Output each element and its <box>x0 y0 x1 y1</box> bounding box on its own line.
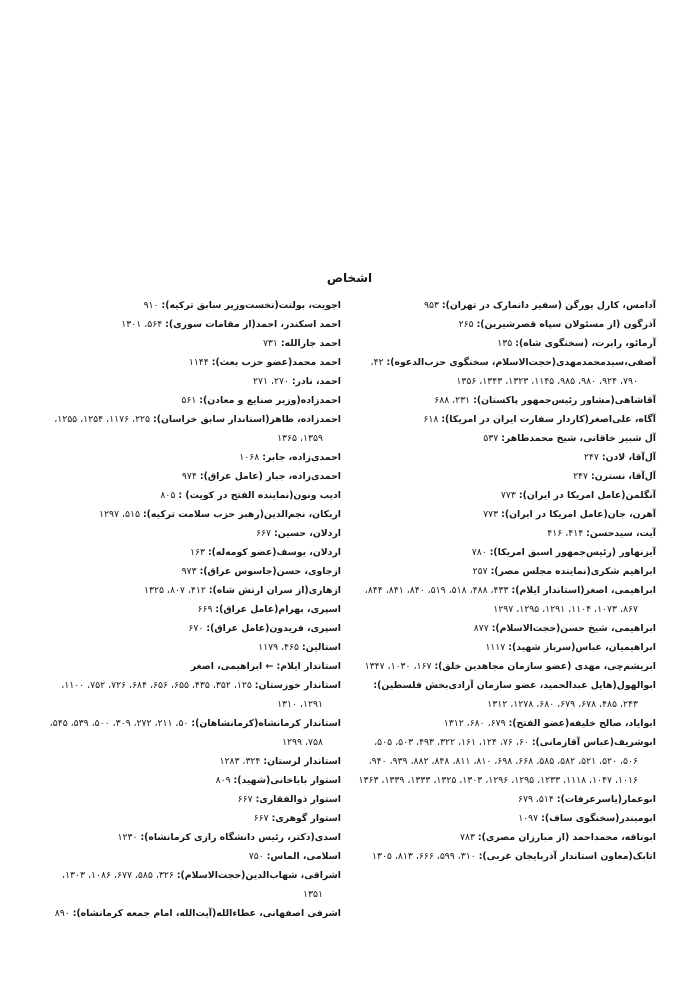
index-entry <box>40 866 341 904</box>
entry-name: ابراهیمیان، عباس(سرباز شهید): <box>508 642 656 653</box>
index-entry <box>40 410 341 448</box>
entry-name: ابوشریف(عباس آقازمانی): <box>531 737 656 748</box>
index-entry <box>355 847 656 866</box>
entry-name: ابوایاد، صالح خلیفه(عضو الفتح): <box>508 718 656 729</box>
index-entry <box>40 600 341 619</box>
entry-pages: ۲۴۳، ۴۸۵، ۶۷۸، ۶۷۹، ۶۸۰، ۱۲۷۸، ۱۳۱۲ <box>487 699 638 710</box>
index-entry <box>355 467 656 486</box>
index-entry <box>355 562 656 581</box>
index-entry <box>40 334 341 353</box>
entry-pages: ۷۸۳ <box>459 832 475 843</box>
entry-name: آرمائو، رابرت، (سخنگوی شاه): <box>515 338 656 349</box>
entry-name: استوار ذوالفقاری: <box>255 794 341 805</box>
index-entry <box>355 733 656 790</box>
index-entry <box>355 524 656 543</box>
index-entry <box>40 676 341 714</box>
entry-name: احمدزاده(وزیر صنایع و معادن): <box>199 395 341 406</box>
index-entry <box>355 334 656 353</box>
entry-pages: ۸۰۵ <box>160 490 176 501</box>
entry-name: ازهاری(از سران ارتش شاه): <box>208 585 341 596</box>
entry-name: ابریشم‌چی، مهدی (عضو سازمان مجاهدین خلق): <box>434 661 656 672</box>
entry-pages: ۶۶۹ <box>197 604 213 615</box>
index-entry <box>355 410 656 429</box>
entry-pages: ۶۶۷ <box>256 528 272 539</box>
index-entry <box>40 372 341 391</box>
entry-name: استالین: <box>302 642 341 653</box>
entry-name: اسلامی، الماس: <box>266 851 341 862</box>
entry-pages: ۶۶۷ <box>237 794 253 805</box>
entry-name: اسپری، فریدون(عامل عراق): <box>206 623 341 634</box>
entry-name: اردلان، حسین: <box>274 528 341 539</box>
entry-pages: ۲۵۷ <box>472 566 488 577</box>
index-entry <box>40 467 341 486</box>
entry-name: ابوعمار(یاسرعرفات): <box>556 794 656 805</box>
index-entry <box>355 543 656 562</box>
index-entry <box>355 828 656 847</box>
entry-pages: ۴۶۵، ۱۱۷۹ <box>258 642 300 653</box>
entry-pages: ۳۲۶، ۵۸۵، ۶۷۷، ۱۰۸۶، ۱۳۰۳، ۱۳۵۱ <box>62 870 323 900</box>
entry-pages: ۱۳۵ <box>497 338 513 349</box>
index-entry <box>355 296 656 315</box>
index-entry <box>355 676 656 714</box>
entry-name: آدامس، کارل یورگن (سفیر دانمارک در تهران): <box>441 300 656 311</box>
index-entry <box>40 505 341 524</box>
index-entry <box>40 581 341 600</box>
index-entry <box>40 657 341 676</box>
index-entry <box>355 429 656 448</box>
entry-pages: ۹۱۰ <box>143 300 159 311</box>
index-entry <box>40 315 341 334</box>
entry-pages: ۵۱۴، ۶۷۹ <box>517 794 554 805</box>
entry-name: آیزنهاور (رئیس‌جمهور اسبق امریکا): <box>489 547 656 558</box>
index-entry <box>40 391 341 410</box>
entry-name: احمدزاده، طاهر(استاندار سابق خراسان): <box>153 414 341 425</box>
entry-name: ادیب ونون(نماینده الفتح در کویت) : <box>178 490 341 501</box>
index-entry <box>40 790 341 809</box>
index-entry <box>355 315 656 334</box>
entry-pages: ۴۱۴، ۴۱۶ <box>547 528 584 539</box>
index-entry <box>40 448 341 467</box>
entry-pages: ۶۷۹، ۶۸۰، ۱۳۱۲ <box>443 718 506 729</box>
entry-name: احمد اسکندر، احمد(از مقامات سوری): <box>165 319 341 330</box>
index-entry <box>40 904 341 923</box>
entry-pages: ۷۷۳ <box>483 509 499 520</box>
entry-name: ابراهیم شکری(نماینده مجلس مصر): <box>490 566 656 577</box>
entry-pages: ۳۲۴، ۱۲۸۳ <box>219 756 261 767</box>
entry-name: اسدی(دکتر، رئیس دانشگاه رازی کرمانشاه): <box>140 832 341 843</box>
index-entry <box>40 847 341 866</box>
entry-pages: ۵۱۵، ۱۲۹۷ <box>99 509 140 520</box>
entry-pages: ۱۱۱۷ <box>485 642 506 653</box>
entry-pages: ۲۴۷ <box>583 452 599 463</box>
index-entry <box>40 486 341 505</box>
index-entry <box>40 619 341 638</box>
entry-pages: ۹۷۴ <box>181 471 197 482</box>
entry-pages: ۴۲، ۷۹۰، ۹۲۴، ۹۸۰، ۹۸۵، ۱۱۴۵، ۱۳۲۳، ۱۳۴۳، ۱۳۵۶ <box>370 357 638 387</box>
entry-name: اشرفی اصفهانی، عطاءالله(آیت‌الله، امام جمعه کرمانشاه): <box>72 908 341 919</box>
index-column-left <box>40 296 341 923</box>
entry-pages: ۴۳۳، ۴۸۸، ۵۱۸، ۵۱۹، ۸۴۰، ۸۴۱، ۸۴۴، ۸۶۷، ۱۰۷۳، ۱۱۰۴، ۱۲۹۱، ۱۲۹۵، ۱۲۹۷ <box>364 585 638 615</box>
entry-name: آذرگون (از مسئولان سپاه قصرشیرین): <box>476 319 656 330</box>
entry-pages: ۷۳۱ <box>262 338 278 349</box>
entry-pages: ۹۵۳ <box>423 300 439 311</box>
index-entry <box>355 790 656 809</box>
entry-pages: ۲۲۵، ۱۱۷۶، ۱۲۵۴، ۱۲۵۵، ۱۳۵۹، ۱۳۶۵ <box>54 414 323 444</box>
entry-name: استاندار خوزستان: <box>254 680 341 691</box>
index-entry <box>40 771 341 790</box>
index-entry <box>355 714 656 733</box>
entry-pages: ۱۰۹۷ <box>518 813 539 824</box>
index-entry <box>355 581 656 619</box>
entry-pages: ۱۰۶۸ <box>239 452 260 463</box>
entry-name: اشراقی، شهاب‌الدین(حجت‌الاسلام): <box>176 870 341 881</box>
entry-pages: ۷۸۰ <box>471 547 487 558</box>
entry-name: آیت، سیدحسن: <box>586 528 656 539</box>
entry-name: اربکان، نجم‌الدین(رهبر حزب سلامت ترکیه): <box>142 509 341 520</box>
entry-pages: ۸۹۰ <box>54 908 70 919</box>
entry-pages: ۸۰۹ <box>215 775 231 786</box>
entry-pages: ۷۷۳ <box>500 490 516 501</box>
entry-pages: ۶۶۷ <box>253 813 269 824</box>
index-entry <box>40 524 341 543</box>
index-entry <box>40 752 341 771</box>
entry-name: آگاه، علی‌اصغر(کاردار سفارت ایران در امریکا): <box>441 414 656 425</box>
index-entry <box>355 448 656 467</box>
entry-pages: ۱۱۴۴ <box>188 357 209 368</box>
entry-pages: ۹۷۳ <box>181 566 197 577</box>
entry-name: آقاشاهی(مشاور رئیس‌جمهور پاکستان): <box>473 395 656 406</box>
page-title: اشخاص <box>326 271 373 285</box>
entry-name: استاندار لرستان: <box>263 756 341 767</box>
entry-name: احمدی‌زاده، جابر: <box>262 452 341 463</box>
entry-pages: ۲۶۵ <box>458 319 474 330</box>
index-entry <box>40 714 341 752</box>
index-entry <box>355 391 656 410</box>
entry-name: احمد محمد(عضو حزب بعث): <box>211 357 341 368</box>
entry-name: اسپری، بهرام(عامل عراق): <box>215 604 341 615</box>
entry-name: استاندار کرمانشاه(کرمانشاهان): <box>191 718 341 729</box>
index-entry <box>40 353 341 372</box>
entry-name: ابوناقه، محمداحمد (از مبارزان مصری): <box>477 832 656 843</box>
index-entry <box>40 828 341 847</box>
entry-pages: ۱۶۳ <box>190 547 205 558</box>
index-entry <box>355 505 656 524</box>
entry-name: ابومیندر(سخنگوی ساف): <box>541 813 656 824</box>
entry-pages: ۲۴۷ <box>573 471 589 482</box>
entry-name: آل شبیر خاقانی، شیخ محمدطاهر: <box>501 433 656 444</box>
entry-name: اتابک(معاون استاندار آذربایجان غربی): <box>478 851 656 862</box>
entry-pages: ۱۶۷، ۱۰۳۰، ۱۳۴۷ <box>364 661 432 672</box>
entry-pages: ۱۲۵، ۳۵۲، ۴۳۵، ۶۵۵، ۶۵۶، ۶۸۴، ۷۲۶، ۷۵۲، ۱۱۰۰، ۱۲۹۱، ۱۳۱۰ <box>61 680 323 710</box>
index-entry <box>355 638 656 657</box>
index-column-right <box>355 296 656 866</box>
entry-name: آل‌آقا، نسترن: <box>591 471 656 482</box>
entry-name: احمد جارالله: <box>280 338 341 349</box>
entry-pages: ۶۷۰ <box>188 623 204 634</box>
entry-pages: ۵۶۴، ۱۳۰۱ <box>121 319 163 330</box>
index-entry <box>355 486 656 505</box>
entry-name: استاندار ایلام: ← ابراهیمی، اصغر <box>190 661 341 672</box>
entry-pages: ۸۷۷ <box>473 623 489 634</box>
entry-name: آل‌آقا، لادن: <box>601 452 656 463</box>
index-entry <box>355 353 656 391</box>
entry-pages: ۵۶۱ <box>181 395 197 406</box>
entry-pages: ۴۱۲، ۸۰۷، ۱۳۲۵ <box>143 585 206 596</box>
entry-name: استوار گوهری: <box>271 813 341 824</box>
entry-pages: ۵۰، ۲۱۱، ۲۷۲، ۳۰۹، ۵۰۰، ۵۳۹، ۵۴۵، ۷۵۸، ۱۲۹۹ <box>49 718 323 748</box>
entry-name: احمد، نادر: <box>291 376 341 387</box>
entry-pages: ۵۳۷ <box>483 433 499 444</box>
index-entry <box>40 543 341 562</box>
index-entry <box>355 657 656 676</box>
entry-name: آصفی،سیدمحمدمهدی(حجت‌الاسلام، سخنگوی حزب‌الدعوه): <box>386 357 656 368</box>
entry-name: آهرن، جان(عامل امریکا در ایران): <box>501 509 656 520</box>
entry-name: استوار باباخانی(شهید): <box>233 775 341 786</box>
entry-pages: ۲۳۱، ۶۸۸ <box>434 395 471 406</box>
entry-name: اردلان، یوسف(عضو کومه‌له): <box>207 547 341 558</box>
entry-name: ازجاوی، حسن(جاسوس عراق): <box>199 566 341 577</box>
index-entry <box>40 562 341 581</box>
index-entry <box>40 809 341 828</box>
entry-pages: ۱۲۳۰ <box>117 832 138 843</box>
index-entry <box>355 809 656 828</box>
entry-pages: ۶۱۸ <box>423 414 439 425</box>
index-entry <box>355 619 656 638</box>
entry-name: ابراهیمی، شیخ حسن(حجت‌الاسلام): <box>491 623 656 634</box>
entry-name: ابراهیمی، اصغر(استاندار ایلام): <box>511 585 656 596</box>
entry-name: اجویت، بولنت(نخست‌وزیر سابق ترکیه): <box>161 300 341 311</box>
entry-pages: ۶۰، ۷۶، ۱۲۴، ۱۶۱، ۳۲۲، ۴۹۳، ۵۰۳، ۵۰۵، ۵۰۶، ۵۲۰، ۵۲۱، ۵۸۲، ۵۸۵، ۶۶۸، ۶۹۸، ۸۱۰، ۸۱۱، ۸۴۸، ۸۸۲، ۹۳۹، ۹۴۰، ۱۰۱۶، ۱۰۴۷، ۱۱۱۸، ۱۲۳۳، ۱۲۹۵، ۱۲۹۶، ۱۳۰۳، ۱۳۲۵، ۱۳۳۳، ۱۳۳۹، ۱۳۶۳ <box>358 737 638 786</box>
entry-name: آنگلمن(عامل امریکا در ایران): <box>518 490 656 501</box>
entry-pages: ۳۱۰، ۵۹۹، ۶۶۶، ۸۱۳، ۱۳۰۵ <box>371 851 476 862</box>
entry-name: احمدی‌زاده، جبار (عامل عراق): <box>199 471 341 482</box>
index-entry <box>40 296 341 315</box>
entry-name: ابوالهول(هایل عبدالحمید، عضو سازمان آزادی‌بخش فلسطین): <box>373 680 656 691</box>
entry-pages: ۲۷۰، ۲۷۱ <box>253 376 289 387</box>
index-entry <box>40 638 341 657</box>
entry-pages: ۷۵۰ <box>248 851 264 862</box>
